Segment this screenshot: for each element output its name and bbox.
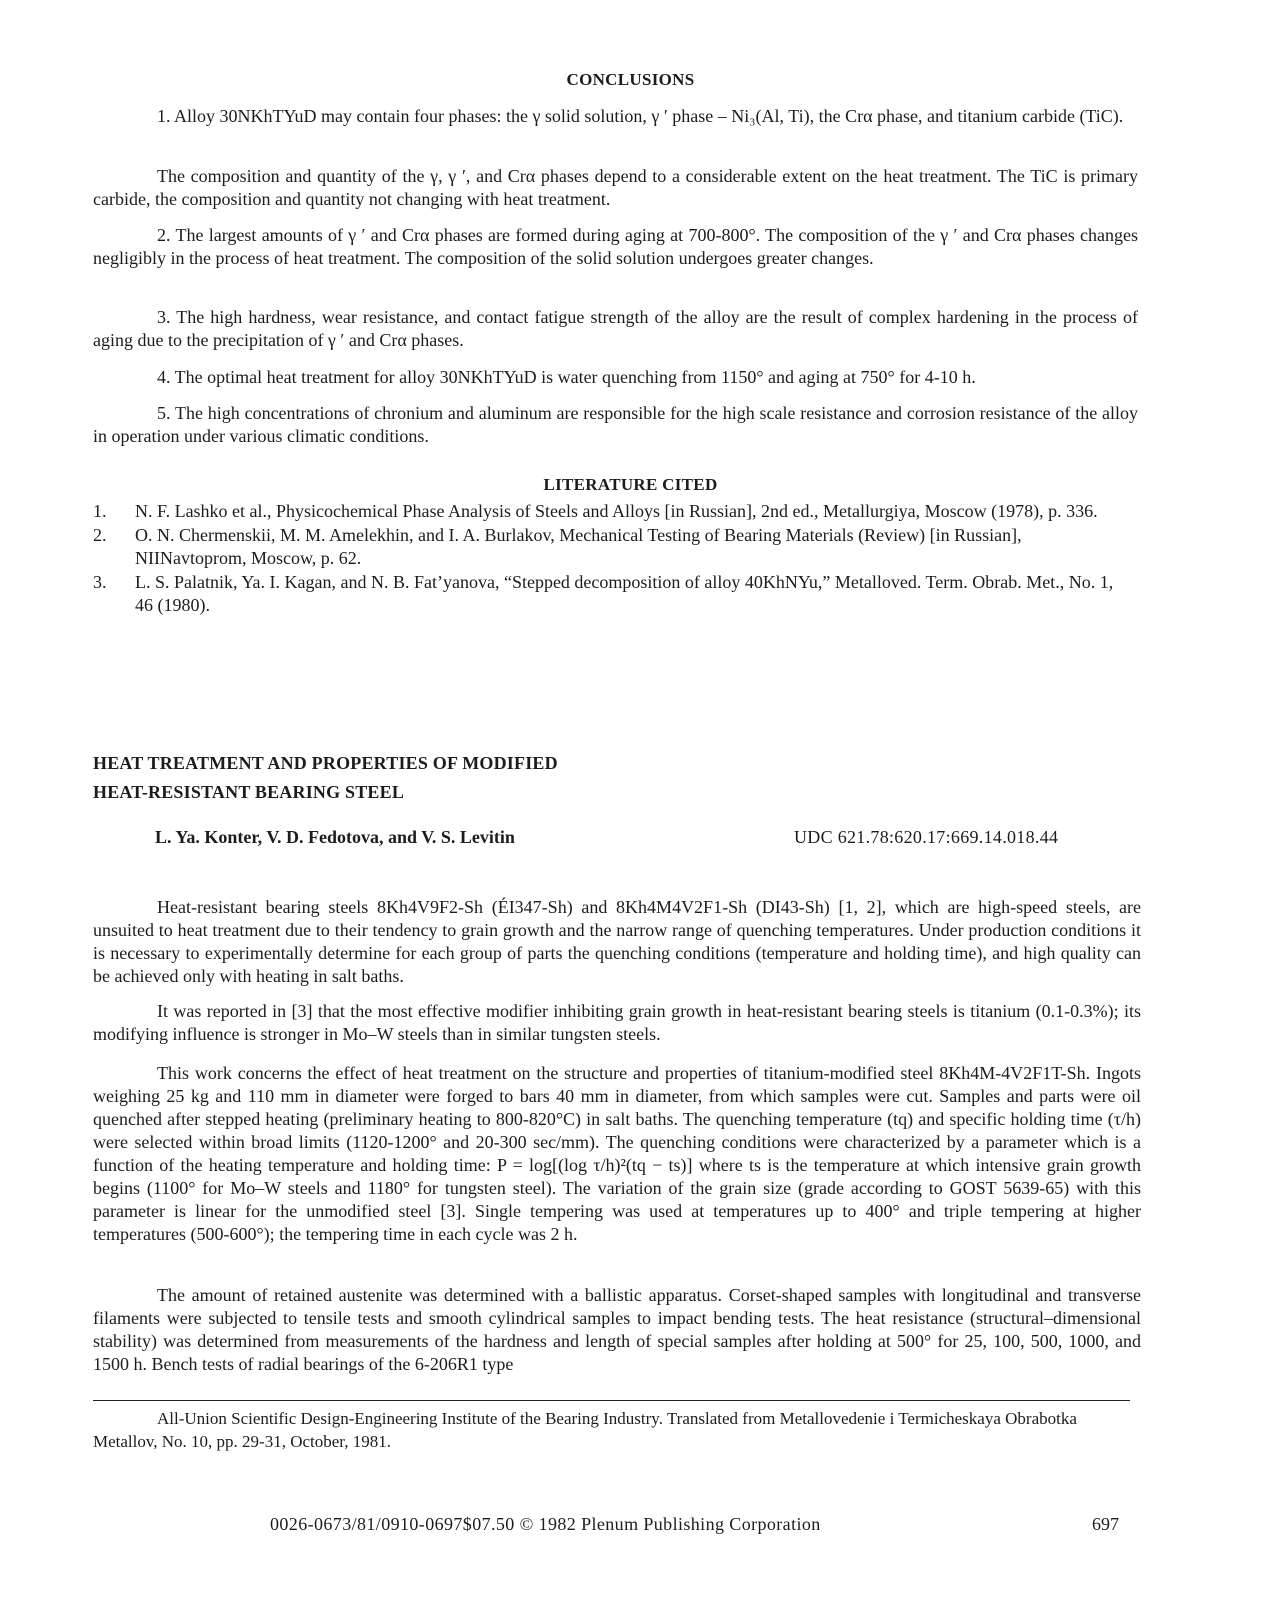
reference-text: O. N. Chermenskii, M. M. Amelekhin, and I. A. Burlakov, Mechanical Testing of Bearing Materials (Review) [in Russian], NIINavtoprom, Moscow, p. 62. (135, 525, 1022, 568)
publication-line: 0026-0673/81/0910-0697$07.50 © 1982 Plenum Publishing Corporation (270, 1514, 821, 1534)
footnote: All-Union Scientific Design-Engineering Institute of the Bearing Industry. Translated from Metallovedenie i Termicheskaya Obrabotka Metallov, No. 10, pp. 29-31, October, 1981. (93, 1409, 1077, 1451)
page-number: 697 (1092, 1514, 1119, 1534)
conclusion-3: 3. The high hardness, wear resistance, and contact fatigue strength of the alloy are the result of complex hardening in the process of aging due to the precipitation of γ ′ and Crα phases. (93, 307, 1138, 350)
body-paragraph-2: It was reported in [3] that the most effective modifier inhibiting grain growth in heat-resistant bearing steels is titanium (0.1-0.3%); its modifying influence is stronger in Mo–W steels than in similar tungsten steels. (93, 1001, 1141, 1044)
reference-number: 2. (93, 525, 107, 545)
reference-item (93, 500, 1123, 523)
reference-number: 3. (93, 572, 107, 592)
reference-text: N. F. Lashko et al., Physicochemical Phase Analysis of Steels and Alloys [in Russian], 2nd ed., Metallurgiya, Moscow (1978), p. 336. (135, 501, 1098, 521)
footnote-divider (93, 1400, 1130, 1401)
conclusion-4: 4. The optimal heat treatment for alloy 30NKhTYuD is water quenching from 1150° and aging at 750° for 4-10 h. (157, 367, 976, 387)
reference-number: 1. (93, 501, 107, 521)
conclusion-2: 2. The largest amounts of γ ′ and Crα phases are formed during aging at 700-800°. The composition of the γ ′ and Crα phases changes negligibly in the process of heat treatment. The composition of the solid solution undergoes greater changes. (93, 225, 1138, 268)
reference-item (93, 571, 1123, 617)
conclusions-heading: CONCLUSIONS (566, 70, 695, 89)
body-paragraph-1: Heat-resistant bearing steels 8Kh4V9F2-Sh (ÉI347-Sh) and 8Kh4M4V2F1-Sh (DI43-Sh) [1, 2], which are high-speed steels, are unsuited to heat treatment due to their tendency to grain growth and the narrow range of quenching temperatures. Under production conditions it is necessary to experimentally determine for each group of parts the quenching conditions (temperature and holding time), and high quality can be achieved only with heating in salt baths. (93, 897, 1141, 986)
udc-code: UDC 621.78:620.17:669.14.018.44 (794, 827, 1059, 847)
article-authors: L. Ya. Konter, V. D. Fedotova, and V. S. Levitin (155, 827, 515, 847)
conclusion-1-continued: The composition and quantity of the γ, γ ′, and Crα phases depend to a considerable extent on the heat treatment. The TiC is primary carbide, the composition and quantity not changing with heat treatment. (93, 166, 1138, 209)
reference-list (93, 500, 1123, 618)
article-title-line-1: HEAT TREATMENT AND PROPERTIES OF MODIFIED (93, 753, 558, 773)
literature-heading: LITERATURE CITED (543, 475, 718, 494)
body-paragraph-3: This work concerns the effect of heat treatment on the structure and properties of titanium-modified steel 8Kh4M-4V2F1T-Sh. Ingots weighing 25 kg and 110 mm in diameter were forged to bars 40 mm in diameter, from which samples were cut. Samples and parts were oil quenched after stepped heating (preliminary heating to 800-820°C) in salt baths. The quenching temperature (tq) and specific holding time (τ/h) were selected within broad limits (1120-1200° and 20-300 sec/mm). The quenching conditions were characterized by a parameter which is a function of the heating temperature and holding time: P = log[(log τ/h)²(tq − ts)] where ts is the temperature at which intensive grain growth begins (1100° for Mo–W steels and 1180° for tungsten steel). The variation of the grain size (grade according to GOST 5639-65) with this parameter is linear for the unmodified steel [3]. Single tempering was used at temperatures up to 400° and triple tempering at higher temperatures (500-600°); the tempering time in each cycle was 2 h. (93, 1063, 1141, 1244)
conclusion-1: 1. Alloy 30NKhTYuD may contain four phases: the γ solid solution, γ ′ phase – Ni₃(Al, Ti), the Crα phase, and titanium carbide (TiC). (157, 106, 1124, 126)
body-paragraph-4: The amount of retained austenite was determined with a ballistic apparatus. Corset-shaped samples with longitudinal and transverse filaments were subjected to tensile tests and smooth cylindrical samples to impact bending tests. The heat resistance (structural–dimensional stability) was determined from measurements of the hardness and length of special samples after holding at 500° for 25, 100, 500, 1000, and 1500 h. Bench tests of radial bearings of the 6-206R1 type (93, 1285, 1141, 1374)
conclusion-5: 5. The high concentrations of chronium and aluminum are responsible for the high scale resistance and corrosion resistance of the alloy in operation under various climatic conditions. (93, 403, 1138, 446)
reference-item (93, 524, 1123, 570)
reference-text: L. S. Palatnik, Ya. I. Kagan, and N. B. Fat’yanova, “Stepped decomposition of alloy 40KhNYu,” Metalloved. Term. Obrab. Met., No. 1, 46 (1980). (135, 572, 1114, 615)
article-title-line-2: HEAT-RESISTANT BEARING STEEL (93, 782, 405, 802)
